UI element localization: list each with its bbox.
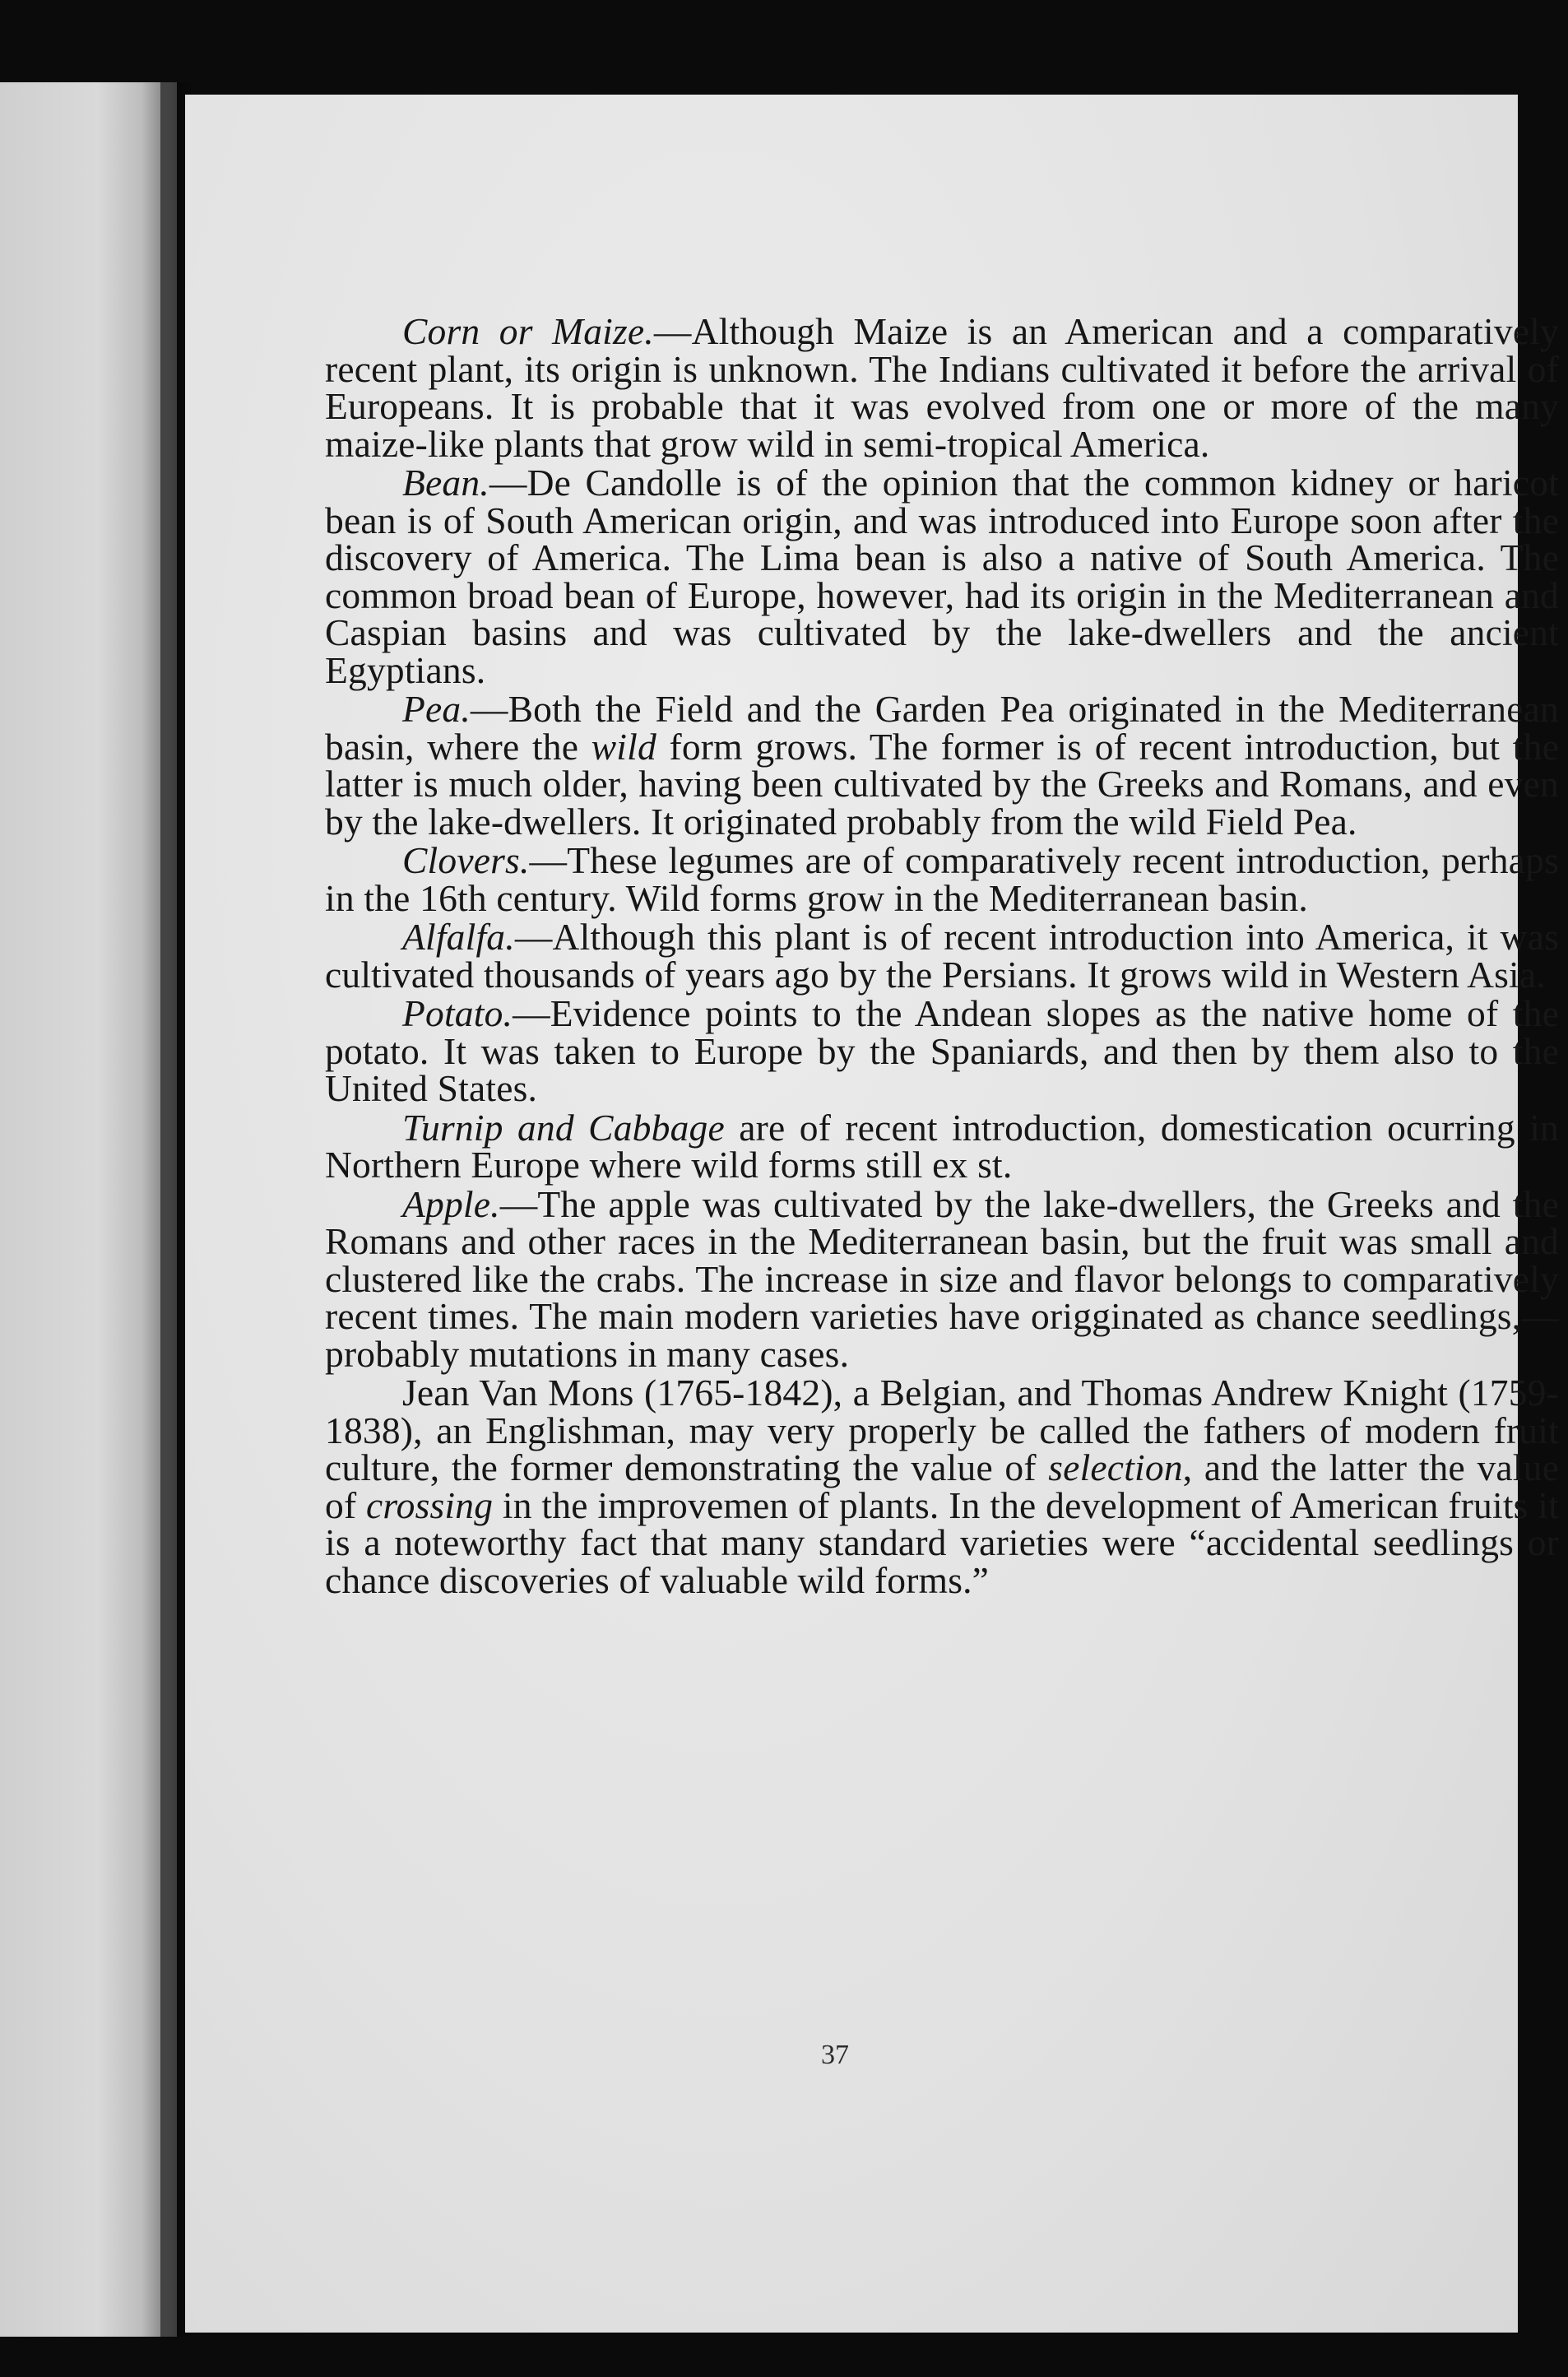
paragraph-lead: Alfalfa.	[402, 916, 515, 958]
book-page	[185, 95, 1560, 2333]
paragraph-text: —De Candolle is of the opinion that the common kidney or haricot bean is of South American origin, and was introduced into Europe soon after the discovery of America. The Lima bean is also a native of South America. The common broad bean of Europe, however, had its origin in the Mediterranean and Caspian basins and was cultivated by the lake-dwellers and the ancient Egyptians.	[325, 462, 1559, 691]
paragraph-text: form grows. The former is of recent introduction, but the latter is much older, having been cultivated by the Greeks and Romans, and even by the lake-dwellers. It originated probably from the wild Field Pea.	[325, 725, 1559, 843]
paragraph-text: —Although this plant is of recent introduction into America, it was cultivated thousands of years ago by the Persians. It grows wild in Western Asia.	[325, 916, 1559, 996]
paragraph-lead: Bean.	[402, 462, 489, 504]
paragraph-text: Jean Van Mons (1765-1842), a Belgian, and Thomas Andrew Knight (1759-1838), an Englishman, may very properly be called the fathers of modern fruit culture, the former demonstrating the value of	[325, 1372, 1559, 1488]
paragraph-text: are of recent introduction, domestication ocurring in Northern Europe where wild forms still ex st.	[325, 1106, 1559, 1186]
paragraph-lead: Corn or Maize.	[402, 310, 654, 352]
paragraph-lead: Potato.	[402, 992, 513, 1034]
paragraph-apple	[325, 1182, 1559, 1375]
paragraph-text: —Both the Field and the Garden Pea originated in the Mediterranean basin, where the	[325, 688, 1559, 768]
paragraph-text: —Although Maize is an American and a comparatively recent plant, its origin is unknown. The Indians cultivated it before the arrival of Europeans. It is probable that it was evolved from one or more of the many maize-like plants that grow wild in semi-tropical America.	[325, 310, 1560, 465]
paragraph-corn	[325, 310, 1560, 465]
paragraph-fruit-culture	[325, 1374, 1559, 1599]
emphasis-wild: wild	[591, 725, 656, 768]
emphasis-selection: selection	[1048, 1446, 1183, 1488]
paragraph-text: —These legumes are of comparatively recent introduction, perhaps in the 16th century. Wild forms grow in the Mediterranean basin.	[325, 839, 1559, 919]
paragraph-potato	[325, 992, 1559, 1109]
paragraph-text: in the improvemen of plants. In the development of American fruits it is a noteworthy fact that many standard varieties were “accidental seedlings or chance discoveries of valuable wild forms.”	[325, 1483, 1559, 1601]
paragraph-text: —The apple was cultivated by the lake-dwellers, the Greeks and the Romans and other races in the Mediterranean basin, but the fruit was small and clustered like the crabs. The increase in size and flavor belongs to comparatively recent times. The main modern varieties have origginated as chance seedlings,—probably mutations in many cases.	[325, 1182, 1559, 1375]
paragraph-alfalfa	[325, 916, 1559, 996]
page-number: 37	[821, 2040, 849, 2070]
paragraph-bean	[325, 464, 1559, 689]
paragraph-turnip-cabbage	[325, 1106, 1559, 1186]
paragraph-pea	[325, 688, 1559, 843]
paragraph-lead: Apple.	[402, 1182, 500, 1225]
paragraph-text: —Evidence points to the Andean slopes as the native home of the potato. It was taken to Europe by the Spaniards, and then by them also to the United States.	[325, 992, 1559, 1109]
emphasis-crossing: crossing	[366, 1483, 494, 1526]
page-body	[325, 310, 1560, 1601]
paragraph-lead: Turnip and Cabbage	[402, 1106, 725, 1149]
paragraph-text: , and the latter the value of	[325, 1446, 1559, 1526]
paragraph-clovers	[325, 839, 1559, 919]
paragraph-lead: Clovers.	[402, 839, 530, 881]
left-page-edge	[0, 82, 177, 2337]
paragraph-lead: Pea.	[402, 688, 471, 730]
